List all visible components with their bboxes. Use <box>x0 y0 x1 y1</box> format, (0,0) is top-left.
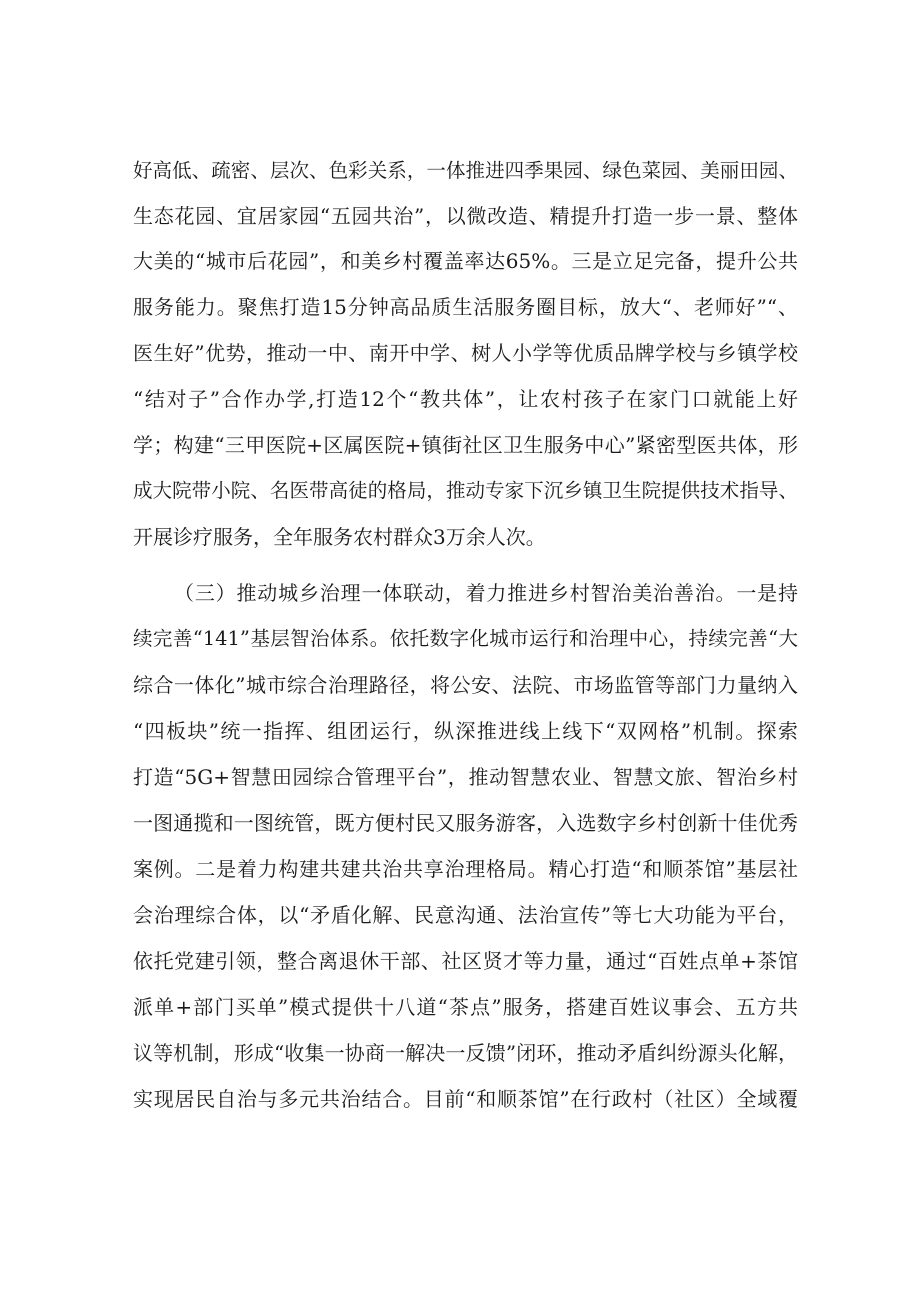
text-line: 派单+部门买单”模式提供十八道“茶点”服务，搭建百姓议事会、五方共 <box>133 995 798 1019</box>
text-line: 打造“5G+智慧田园综合管理平台”，推动智慧农业、智慧文旅、智治乡村 <box>133 765 798 789</box>
text-line: 会治理综合体，以“矛盾化解、民意沟通、法治宣传”等七大功能为平台， <box>133 903 798 927</box>
text-line: 实现居民自治与多元共治结合。目前“和顺茶馆”在行政村（社区）全域覆 <box>133 1087 798 1111</box>
text-line: 开展诊疗服务，全年服务农村群众3万余人次。 <box>133 525 546 549</box>
text-line: 成大院带小院、名医带高徒的格局，推动专家下沉乡镇卫生院提供技术指导、 <box>133 479 798 502</box>
text-line: 生态花园、宜居家园“五园共治”，以微改造、精提升打造一步一景、整体 <box>133 204 798 228</box>
text-line: 综合一体化”城市综合治理路径，将公安、法院、市场监管等部门力量纳入 <box>133 673 798 697</box>
text-line: “四板块”统一指挥、组团运行，纵深推进线上线下“双网格”机制。探索 <box>133 719 798 743</box>
text-line: 一图通揽和一图统管，既方便村民又服务游客，入选数字乡村创新十佳优秀 <box>133 811 798 835</box>
text-line: 服务能力。聚焦打造15分钟高品质生活服务圈目标，放大“、老师好”“、 <box>133 295 798 319</box>
text-line: “结对子”合作办学,打造12个“教共体”，让农村孩子在家门口就能上好 <box>133 387 798 411</box>
text-line: 学；构建“三甲医院+区属医院+镇街社区卫生服务中心”紧密型医共体，形 <box>133 433 798 457</box>
text-line: 议等机制，形成“收集一协商一解决一反馈”闭环，推动矛盾纠纷源头化解， <box>133 1041 798 1065</box>
text-line: 依托党建引领，整合离退休干部、社区贤才等力量，通过“百姓点单+茶馆 <box>133 949 798 973</box>
text-line: 好高低、疏密、层次、色彩关系，一体推进四季果园、绿色菜园、美丽田园、 <box>133 159 798 182</box>
text-line: 案例。二是着力构建共建共治共享治理格局。精心打造“和顺茶馆”基层社 <box>133 857 798 881</box>
text-line: 大美的“城市后花园”，和美乡村覆盖率达65%。三是立足完备，提升公共 <box>133 249 798 273</box>
text-line: 续完善“141”基层智治体系。依托数字化城市运行和治理中心，持续完善“大 <box>133 627 798 650</box>
text-line: 医生好”优势，推动一中、南开中学、树人小学等优质品牌学校与乡镇学校 <box>133 341 798 365</box>
section-heading-line: （三）推动城乡治理一体联动，着力推进乡村智治美治善治。一是持 <box>174 581 798 605</box>
